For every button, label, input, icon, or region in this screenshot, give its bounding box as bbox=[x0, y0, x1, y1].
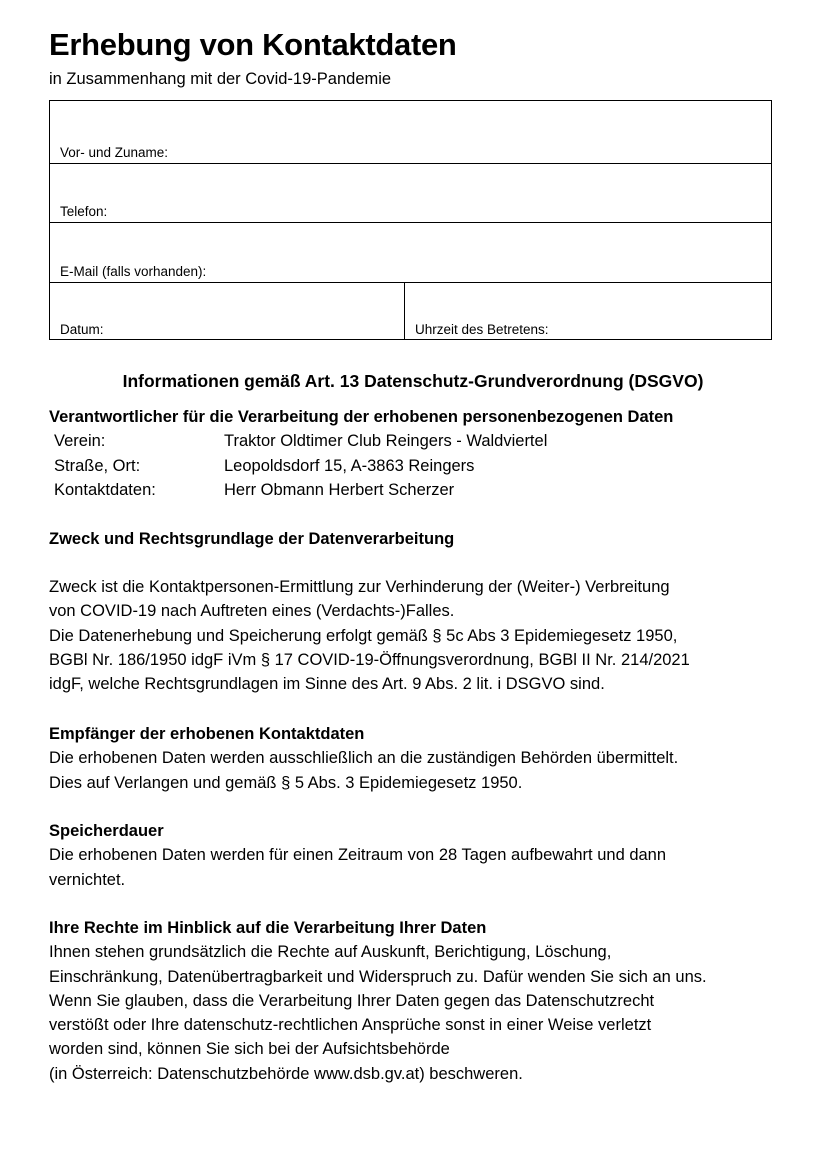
purpose-line: Die Datenerhebung und Speicherung erfolgt gemäß § 5c Abs 3 Epidemiegesetz 1950, bbox=[49, 626, 678, 645]
entry-time-field[interactable] bbox=[405, 283, 772, 340]
rights-line: worden sind, können Sie sich bei der Aufsichtsbehörde bbox=[49, 1040, 450, 1059]
rights-line: Ihnen stehen grundsätzlich die Rechte auf Auskunft, Berichtigung, Löschung, bbox=[49, 943, 612, 962]
phone-field-label: Telefon: bbox=[60, 204, 108, 219]
phone-field[interactable] bbox=[50, 164, 771, 223]
purpose-line: von COVID-19 nach Auftreten eines (Verdachts-)Falles. bbox=[49, 602, 455, 621]
recipients-heading: Empfänger der erhobenen Kontaktdaten bbox=[49, 725, 365, 743]
email-field[interactable] bbox=[50, 223, 771, 283]
responsible-heading: Verantwortlicher für die Verarbeitung der erhobenen personenbezogenen Daten bbox=[49, 408, 674, 426]
retention-heading: Speicherdauer bbox=[49, 822, 164, 840]
responsible-row-contact bbox=[49, 478, 789, 502]
rights-section bbox=[49, 916, 789, 1086]
document-subtitle: in Zusammenhang mit der Covid-19-Pandemie bbox=[49, 70, 392, 88]
responsible-value: Leopoldsdorf 15, A-3863 Reingers bbox=[224, 456, 475, 475]
name-field-label: Vor- und Zuname: bbox=[60, 145, 169, 160]
retention-line: Die erhobenen Daten werden für einen Zeitraum von 28 Tagen aufbewahrt und dann bbox=[49, 846, 667, 865]
date-field[interactable] bbox=[50, 283, 404, 340]
recipients-line: Die erhobenen Daten werden ausschließlich an die zuständigen Behörden übermittelt. bbox=[49, 749, 679, 768]
rights-line: (in Österreich: Datenschutzbehörde www.dsb.gv.at) beschweren. bbox=[49, 1064, 523, 1083]
rights-heading: Ihre Rechte im Hinblick auf die Verarbeitung Ihrer Daten bbox=[49, 919, 487, 937]
responsible-key: Verein: bbox=[54, 432, 106, 451]
contact-form bbox=[49, 100, 772, 340]
retention-section bbox=[49, 819, 789, 892]
rights-line: Wenn Sie glauben, dass die Verarbeitung Ihrer Daten gegen das Datenschutzrecht bbox=[49, 991, 655, 1010]
responsible-section bbox=[49, 405, 789, 502]
retention-line: vernichtet. bbox=[49, 870, 126, 889]
responsible-value: Herr Obmann Herbert Scherzer bbox=[224, 480, 455, 499]
document-title: Erhebung von Kontaktdaten bbox=[49, 27, 457, 62]
recipients-section bbox=[49, 722, 789, 795]
purpose-heading: Zweck und Rechtsgrundlage der Datenverarbeitung bbox=[49, 530, 455, 548]
recipients-line: Dies auf Verlangen und gemäß § 5 Abs. 3 Epidemiegesetz 1950. bbox=[49, 773, 523, 792]
purpose-body bbox=[49, 575, 789, 696]
purpose-line: Zweck ist die Kontaktpersonen-Ermittlung zur Verhinderung der (Weiter-) Verbreitung bbox=[49, 578, 670, 596]
rights-line: verstößt oder Ihre datenschutz-rechtlichen Ansprüche sonst in einer Weise verletzt bbox=[49, 1016, 652, 1035]
purpose-line: idgF, welche Rechtsgrundlagen im Sinne des Art. 9 Abs. 2 lit. i DSGVO sind. bbox=[49, 675, 605, 694]
responsible-row-address bbox=[49, 454, 789, 478]
rights-line: Einschränkung, Datenübertragbarkeit und Widerspruch zu. Dafür wenden Sie sich an uns. bbox=[49, 967, 707, 986]
responsible-value: Traktor Oldtimer Club Reingers - Waldviertel bbox=[224, 432, 548, 451]
responsible-row-club bbox=[49, 429, 789, 453]
email-field-label: E-Mail (falls vorhanden): bbox=[60, 264, 207, 279]
responsible-key: Straße, Ort: bbox=[54, 456, 141, 475]
purpose-section bbox=[49, 527, 789, 551]
date-time-row bbox=[50, 283, 771, 340]
purpose-line: BGBl Nr. 186/1950 idgF iVm § 17 COVID-19-Öffnungsverordnung, BGBl II Nr. 214/2021 bbox=[49, 650, 690, 669]
date-field-label: Datum: bbox=[60, 322, 104, 337]
entry-time-field-label: Uhrzeit des Betretens: bbox=[415, 322, 549, 337]
responsible-key: Kontaktdaten: bbox=[54, 480, 156, 499]
name-field[interactable] bbox=[50, 101, 771, 164]
dsgvo-info-heading: Informationen gemäß Art. 13 Datenschutz-Grundverordnung (DSGVO) bbox=[122, 371, 704, 391]
